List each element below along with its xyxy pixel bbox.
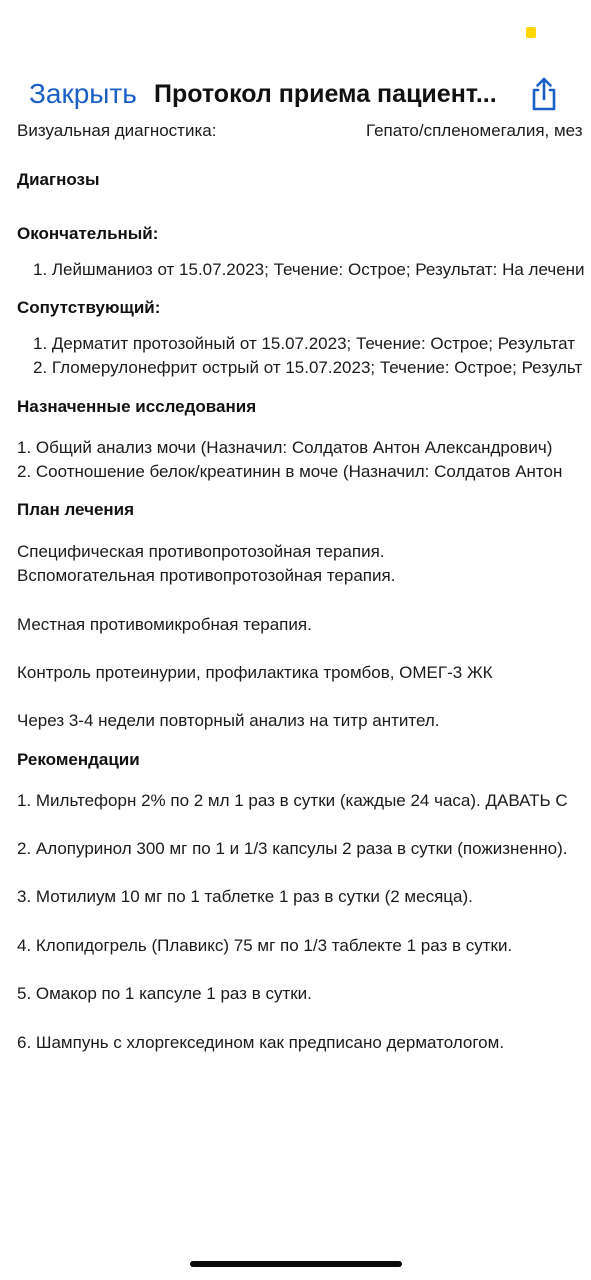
page-title: Протокол приема пациент... [154, 80, 497, 108]
treatment-plan-line: Контроль протеинурии, профилактика тромбов, ОМЕГ-3 ЖК [17, 663, 493, 682]
concomitant-diagnosis-item: 1. Дерматит протозойный от 15.07.2023; Течение: Острое; Результат [33, 334, 576, 353]
protocol-document[interactable] [0, 120, 591, 1240]
navigation-bar [0, 70, 591, 120]
visual-diagnostics-value: Гепато/спленомегалия, мез [366, 121, 583, 140]
recommendation-item: 5. Омакор по 1 капсуле 1 раз в сутки. [17, 984, 312, 1003]
treatment-plan-line: Местная противомикробная терапия. [17, 615, 312, 634]
study-item: 1. Общий анализ мочи (Назначил: Солдатов Антон Александрович) [17, 438, 553, 457]
recommendation-item: 1. Мильтефорн 2% по 2 мл 1 раз в сутки (каждые 24 часа). ДАВАТЬ С [17, 791, 568, 810]
close-button[interactable]: Закрыть [29, 78, 137, 109]
status-indicator-dot [526, 27, 536, 38]
recommendation-item: 4. Клопидогрель (Плавикс) 75 мг по 1/3 таблекте 1 раз в сутки. [17, 936, 513, 955]
concomitant-diagnosis-heading: Сопутствующий: [17, 298, 161, 317]
share-icon[interactable] [527, 76, 561, 112]
final-diagnosis-item: 1. Лейшманиоз от 15.07.2023; Течение: Острое; Результат: На лечени [33, 260, 585, 279]
recommendations-heading: Рекомендации [17, 750, 140, 769]
treatment-plan-line: Специфическая противопротозойная терапия. [17, 542, 385, 561]
studies-heading: Назначенные исследования [17, 397, 257, 416]
recommendation-item: 6. Шампунь с хлоргекседином как предписано дерматологом. [17, 1033, 505, 1052]
treatment-plan-line: Через 3-4 недели повторный анализ на титр антител. [17, 711, 440, 730]
recommendation-item: 2. Алопуринол 300 мг по 1 и 1/3 капсулы 2 раза в сутки (пожизненно). [17, 839, 568, 858]
home-indicator[interactable] [190, 1261, 402, 1267]
visual-diagnostics-label: Визуальная диагностика: [17, 121, 217, 140]
study-item: 2. Соотношение белок/креатинин в моче (Назначил: Солдатов Антон [17, 462, 563, 481]
treatment-plan-heading: План лечения [17, 500, 135, 519]
recommendation-item: 3. Мотилиум 10 мг по 1 таблетке 1 раз в сутки (2 месяца). [17, 887, 473, 906]
treatment-plan-line: Вспомогательная противопротозойная терапия. [17, 566, 396, 585]
final-diagnosis-heading: Окончательный: [17, 224, 159, 243]
share-icon-graphic [527, 76, 561, 112]
concomitant-diagnosis-item: 2. Гломерулонефрит острый от 15.07.2023; Течение: Острое; Результ [33, 358, 583, 377]
diagnoses-heading: Диагнозы [17, 170, 100, 189]
